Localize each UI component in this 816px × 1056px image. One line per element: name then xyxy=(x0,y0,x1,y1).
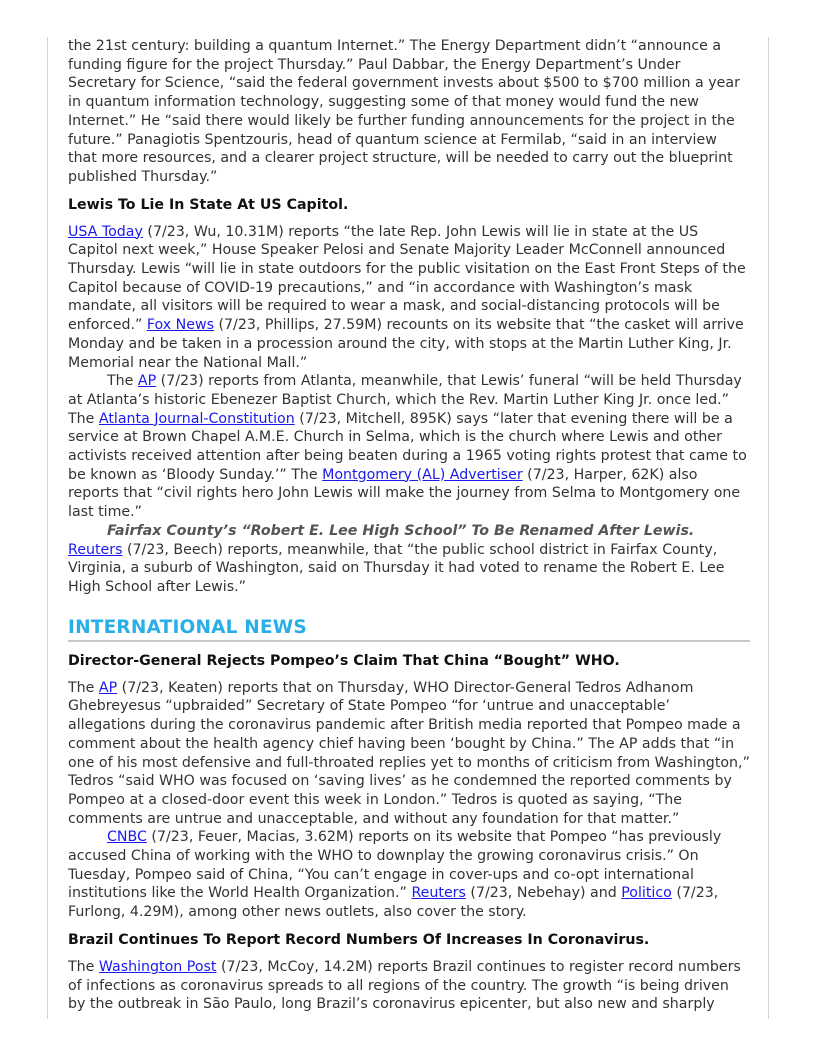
brazil-paragraph-1: The Washington Post (7/23, McCoy, 14.2M) reports Brazil continues to register record numbers of infections as coronavirus spreads to all regions of the country. The growth “is being driven by the outbreak in São Paulo, long Brazil’s coronavirus epicenter, but also new and sharply xyxy=(68,958,741,1013)
who-paragraph-2: CNBC (7/23, Feuer, Macias, 3.62M) reports on its website that Pompeo “has previously accused China of working with the WHO to downplay the growing coronavirus crisis.” On Tuesday, Pompeo said of China, “You can’t engage in cover-ups and co-opt international institutions like the World Health Organization.” Reuters (7/23, Nebehay) and Politico (7/23, Furlong, 4.29M), among other news outlets, also cover the story. xyxy=(68,829,722,921)
international-news-section-title: INTERNATIONAL NEWS xyxy=(68,617,750,642)
reuters-link[interactable]: Reuters xyxy=(68,541,123,558)
fox-news-link[interactable]: Fox News xyxy=(146,317,214,334)
brazil-headline: Brazil Continues To Report Record Numbers Of Increases In Coronavirus. xyxy=(68,931,650,948)
montgomery-advertiser-link[interactable]: Montgomery (AL) Advertiser xyxy=(322,466,523,483)
who-paragraph-1: The AP (7/23, Keaten) reports that on Thursday, WHO Director-General Tedros Adhanom Ghebreyesus “upbraided” Secretary of State Pompeo “for ‘untrue and unacceptable’ allegations during the coronavirus pandemic after British media reported that Pompeo made a comment about the health agency chief having been ‘bought by China.” The AP adds that “in one of his most defensive and full-throated replies yet to months of criticism from Washington,” Tedros “said WHO was focused on ‘saving lives’ as he condemned the reported comments by Pompeo at a closed-door event this week in London.” Tedros is quoted as saying, “The comments are untrue and unacceptable, and without any foundation for that matter.” xyxy=(68,679,750,827)
atlanta-journal-constitution-link[interactable]: Atlanta Journal-Constitution xyxy=(98,410,295,427)
quantum-story-continuation: the 21st century: building a quantum Internet.” The Energy Department didn’t “announce a funding figure for the project Thursday.” Paul Dabbar, the Energy Department’s Under Secretary for Science, “said the federal government invests about $500 to $700 million a year in quantum information technology, suggesting some of that money would fund the new Internet.” He “said there would likely be further funding announcements for the project in the future.” Panagiotis Spentzouris, head of quantum science at Fermilab, “said in an interview that more resources, and a clearer project structure, will be needed to carry out the blueprint published Thursday.” xyxy=(68,38,740,185)
ap-link[interactable]: AP xyxy=(137,373,157,390)
ap-link[interactable]: AP xyxy=(98,679,118,696)
right-margin-rule xyxy=(768,37,769,1019)
left-margin-rule xyxy=(47,37,48,1019)
reuters-link[interactable]: Reuters xyxy=(411,885,466,902)
washington-post-link[interactable]: Washington Post xyxy=(98,958,217,975)
fairfax-paragraph: Reuters (7/23, Beech) reports, meanwhile, that “the public school district in Fairfax County, Virginia, a suburb of Washington, said on Thursday it had voted to rename the Robert E. Lee High School after Lewis.” xyxy=(68,541,725,595)
cnbc-link[interactable]: CNBC xyxy=(107,829,147,846)
who-headline: Director-General Rejects Pompeo’s Claim That China “Bought” WHO. xyxy=(68,652,620,669)
lewis-paragraph-1: USA Today (7/23, Wu, 10.31M) reports “the late Rep. John Lewis will lie in state at the US Capitol next week,” House Speaker Pelosi and Senate Majority Leader McConnell announced Thursday. Lewis “will lie in state outdoors for the public visitation on the East Front Steps of the Capitol because of COVID-19 precautions,” and “in accordance with Washington’s mask mandate, all visitors will be required to wear a mask, and social-distancing protocols will be enforced.” Fox News (7/23, Phillips, 27.59M) recounts on its website that “the casket will arrive Monday and be taken in a procession around the city, with stops at the Martin Luther King, Jr. Memorial near the National Mall.” xyxy=(68,223,746,371)
politico-link[interactable]: Politico xyxy=(621,885,672,902)
lewis-headline: Lewis To Lie In State At US Capitol. xyxy=(68,196,349,213)
usa-today-link[interactable]: USA Today xyxy=(68,223,143,240)
newsletter-body xyxy=(68,37,750,1014)
lewis-paragraph-2: The AP (7/23) reports from Atlanta, meanwhile, that Lewis’ funeral “will be held Thursday at Atlanta’s historic Ebenezer Baptist Church, which the Rev. Martin Luther King Jr. once led.” The Atlanta Journal-Constitution (7/23, Mitchell, 895K) says “later that evening there will be a service at Brown Chapel A.M.E. Church in Selma, which is the church where Lewis and other activists received attention after being beaten during a 1965 voting rights protest that came to be known as ‘Bloody Sunday.’” The Montgomery (AL) Advertiser (7/23, Harper, 62K) also reports that “civil rights hero John Lewis will make the journey from Selma to Montgomery one last time.” xyxy=(68,373,747,521)
fairfax-subhead: Fairfax County’s “Robert E. Lee High School” To Be Renamed After Lewis. xyxy=(107,522,695,539)
